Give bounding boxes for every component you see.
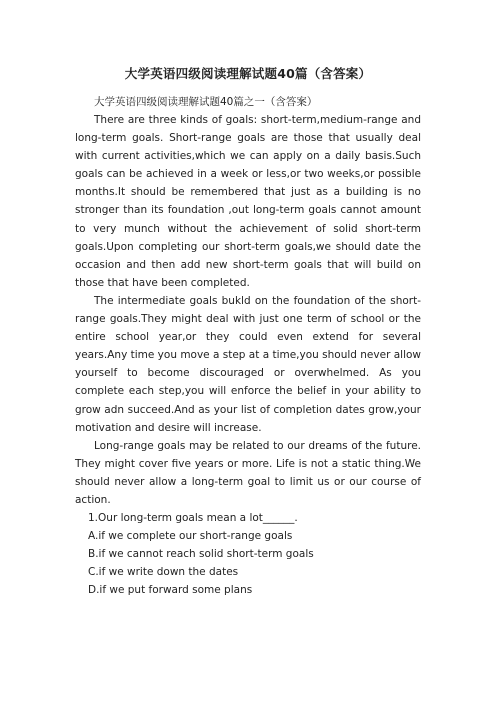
question-1: 1.Our long-term goals mean a lot______. bbox=[88, 512, 298, 525]
document-body bbox=[75, 94, 421, 600]
option-d: D.if we put forward some plans bbox=[88, 584, 253, 597]
option-b: B.if we cannot reach solid short-term goals bbox=[88, 548, 314, 561]
paragraph-1: There are three kinds of goals: short-term,medium-range and long-term goals. Short-range goals are those that usually deal with current activities,which we can apply on a daily basis.Such goals can be achieved in a week or less,or two weeks,or possible months.It should be remembered that just as a building is no stronger than its foundation ,out long-term goals cannot amount to very munch without the achievement of solid short-term goals.Upon completing our short-term goals,we should date the occasion and then add new short-term goals that will build on those that have been completed. bbox=[75, 114, 421, 289]
paragraph-2: The intermediate goals bukld on the foundation of the short-range goals.They might deal with just one term of school or the entire school year,or they could even extend for several years.Any time you move a step at a time,you should never allow yourself to become discouraged or overwhelmed. As you complete each step,you will enforce the belief in your ability to grow adn succeed.And as your list of completion dates grow,your motivation and desire will increase. bbox=[75, 294, 421, 434]
option-c: C.if we write down the dates bbox=[88, 566, 239, 579]
option-a: A.if we complete our short-range goals bbox=[88, 530, 293, 543]
document-title: 大学英语四级阅读理解试题40篇（含答案） bbox=[124, 66, 372, 81]
paragraph-3: Long-range goals may be related to our dreams of the future. They might cover five years or more. Life is not a static thing.We should never allow a long-term goal to limit us or our course of action. bbox=[75, 439, 421, 506]
document-subtitle: 大学英语四级阅读理解试题40篇之一（含答案） bbox=[94, 96, 318, 108]
